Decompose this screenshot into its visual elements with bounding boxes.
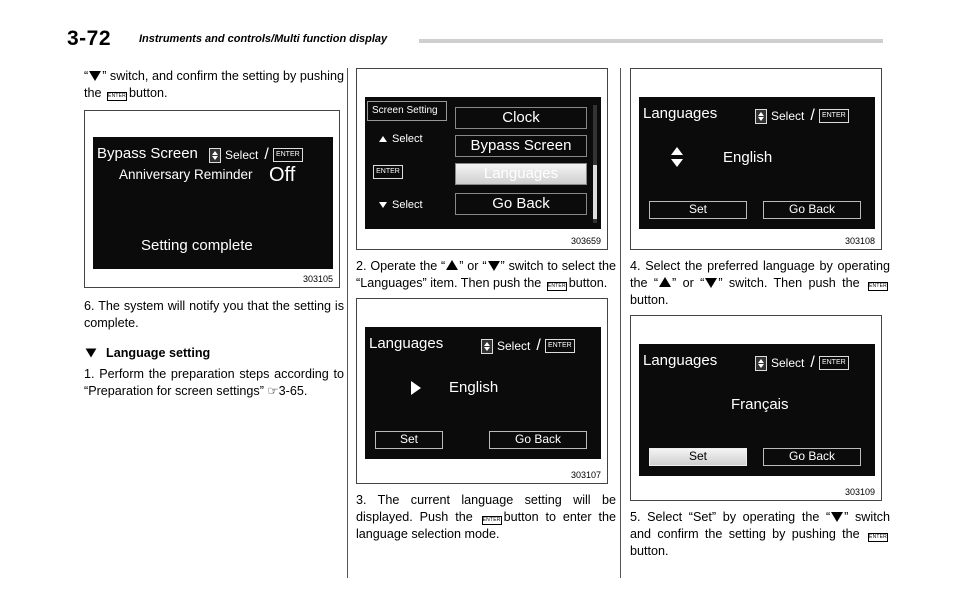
enter-icon: ENTER: [545, 339, 575, 353]
column-1: [84, 68, 344, 400]
section-heading: Language setting: [84, 346, 344, 360]
page-number: 3-72: [67, 27, 112, 50]
display-screen: [639, 97, 875, 229]
menu-item-clock[interactable]: Clock: [455, 107, 587, 129]
figure-code: 303105: [302, 274, 333, 284]
column-divider-1: [347, 68, 348, 578]
figure-code: 303107: [570, 470, 601, 480]
down-arrow-icon: [671, 159, 683, 167]
current-language: English: [449, 379, 499, 396]
column-3: [630, 68, 890, 560]
screen-title: Screen Setting: [367, 101, 447, 121]
heading-marker-icon: [86, 349, 97, 358]
select-down-hint: Select: [379, 199, 423, 211]
section-title: Instruments and controls/Multi function display: [139, 33, 388, 45]
figure-setting-complete: [84, 110, 340, 288]
step-5: 5. Select “Set” by operating the “ ” switch and confirm the setting by pushing the ENTERbutton.: [630, 510, 890, 558]
menu-item-bypass-screen[interactable]: Bypass Screen: [455, 135, 587, 157]
enter-button-icon: ENTER: [108, 93, 126, 99]
step-2: 2. Operate the “ ” or “ ” switch to select the “Languages” item. Then push the ENTER button.: [356, 259, 616, 290]
up-arrow-icon: [659, 277, 671, 287]
up-down-icon: [481, 339, 493, 354]
select-label: Select: [225, 148, 259, 162]
enter-button-icon: ENTER: [869, 534, 887, 540]
figure-code: 303659: [570, 236, 601, 246]
scrollbar-track: [593, 105, 597, 223]
enter-icon: ENTER: [373, 165, 403, 179]
down-arrow-icon: [488, 261, 500, 271]
enter-icon: ENTER: [819, 356, 849, 370]
status-message: Setting complete: [141, 237, 253, 254]
enter-icon: ENTER: [273, 148, 303, 162]
up-arrow-icon: [446, 260, 458, 270]
select-hint: Select / ENTER: [209, 146, 303, 164]
up-down-icon: [755, 109, 767, 124]
down-arrow-icon: [705, 278, 717, 288]
set-button[interactable]: Set: [649, 448, 747, 466]
selected-language: English: [723, 149, 773, 166]
go-back-button[interactable]: Go Back: [763, 201, 861, 219]
screen-title: Bypass Screen: [97, 145, 198, 162]
screen-title: Languages: [369, 335, 444, 352]
page-header: [67, 27, 883, 49]
setting-value: Off: [269, 164, 296, 186]
step-3: 3. The current language setting will be displayed. Push the ENTER button to enter the language selection mode.: [356, 493, 616, 541]
menu-item-go-back[interactable]: Go Back: [455, 193, 587, 215]
paragraph-continued: “ ” switch, and confirm the setting by pushing the ENTER button.: [84, 69, 344, 100]
column-divider-2: [620, 68, 621, 578]
column-2: [356, 68, 616, 543]
enter-button-icon: ENTER: [547, 283, 566, 289]
step-1: 1. Perform the preparation steps according to “Preparation for screen settings” ☞3-65.: [84, 367, 344, 398]
up-arrow-icon: [379, 136, 387, 142]
figure-code: 303109: [844, 487, 875, 497]
set-button[interactable]: Set: [375, 431, 443, 449]
display-screen: [639, 344, 875, 476]
display-screen: [365, 97, 601, 229]
select-hint: Select / ENTER: [755, 354, 849, 372]
up-down-icon: [755, 356, 767, 371]
enter-icon: ENTER: [819, 109, 849, 123]
enter-button-icon: ENTER: [482, 517, 501, 523]
right-arrow-icon: [411, 381, 421, 395]
figure-languages-current: [356, 298, 608, 484]
down-arrow-icon: [89, 71, 101, 81]
figure-screen-setting: [356, 68, 608, 250]
figure-languages-francais: [630, 315, 882, 501]
up-arrow-icon: [671, 147, 683, 155]
down-arrow-icon: [379, 202, 387, 208]
setting-item: Anniversary Reminder: [119, 167, 253, 182]
header-rule: [419, 39, 883, 43]
go-back-button[interactable]: Go Back: [489, 431, 587, 449]
screen-title: Languages: [643, 105, 718, 122]
set-button[interactable]: Set: [649, 201, 747, 219]
enter-button-icon: ENTER: [869, 283, 887, 289]
select-up-hint: Select: [379, 133, 423, 145]
screen-title: Languages: [643, 352, 718, 369]
up-down-icon: [209, 148, 221, 163]
menu-item-languages[interactable]: Languages: [455, 163, 587, 185]
select-hint: Select / ENTER: [481, 337, 575, 355]
scrollbar-thumb[interactable]: [593, 165, 597, 219]
go-back-button[interactable]: Go Back: [763, 448, 861, 466]
step-4: 4. Select the preferred language by operating the “ ” or “ ” switch. Then push the ENTERbutton.: [630, 259, 890, 307]
selected-language: Français: [731, 396, 789, 413]
down-arrow-icon: [831, 512, 843, 522]
step-6: 6. The system will notify you that the setting is complete.: [84, 299, 344, 330]
select-hint: Select / ENTER: [755, 107, 849, 125]
figure-code: 303108: [844, 236, 875, 246]
display-screen: [365, 327, 601, 459]
display-screen: [93, 137, 333, 269]
figure-languages-select: [630, 68, 882, 250]
